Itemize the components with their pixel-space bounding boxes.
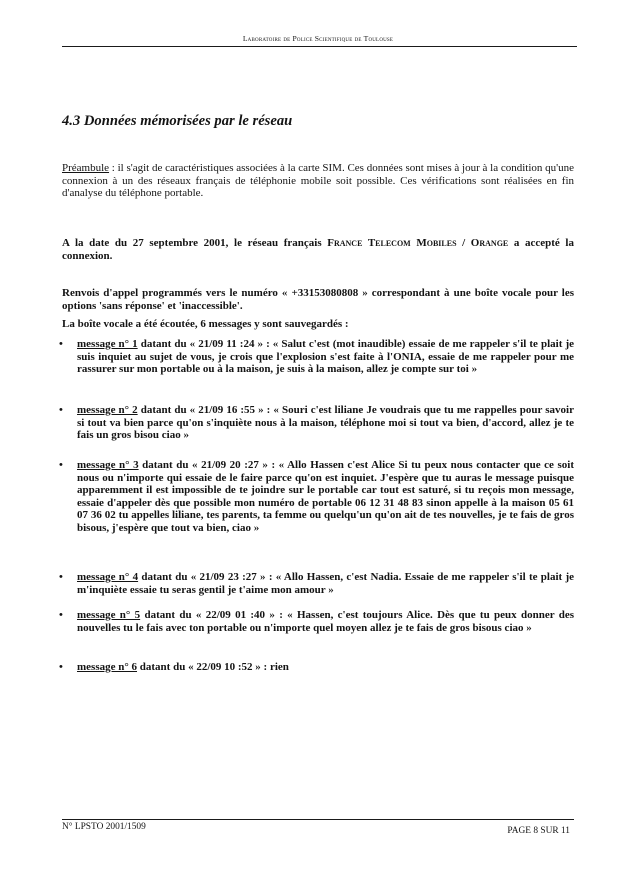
message-body: datant du « 21/09 20 :27 » : « Allo Hassen c'est Alice Si tu peux nous contacter que ce soit nous ou n'importe qui essaie de le faire parce qu'on est inquiet. J'espère que tu auras le message puisque apparemment il est impossible de te joindre sur le portable car tout est saturé, si tu reçois mon message, essaie d'appeler dès que possible mon numéro de portable 06 12 31 48 83 sinon appelle à la maison 05 61 07 36 02 tu appelles liliane, tes parents, ta femme ou quelqu'un qu'on ait de tes nouvelles, je te fais de gros bisous, j'espère que tout va bien, ciao » bbox=[77, 459, 574, 534]
message-item-3 bbox=[59, 459, 574, 535]
message-body: datant du « 21/09 23 :27 » : « Allo Hassen, c'est Nadia. Essaie de me rappeler s'il te plait je m'inquiète essaie tu seras gentil je t'aime mon amour » bbox=[77, 571, 574, 596]
bullet-icon: • bbox=[59, 571, 63, 583]
network-operator: France Telecom Mobiles / Orange bbox=[327, 237, 509, 249]
message-label: message n° 1 bbox=[77, 338, 138, 350]
network-text-before: A la date du 27 septembre 2001, le réseau français bbox=[62, 237, 328, 249]
message-body: datant du « 22/09 01 :40 » : « Hassen, c'est toujours Alice. Dès que tu peux donner des nouvelles tu le fais avec ton portable ou n'importe quel moyen allez je te fais de gros bisous ciao » bbox=[77, 609, 574, 634]
preamble-label: Préambule bbox=[62, 162, 110, 174]
voicemail-intro: La boîte vocale a été écoutée, 6 messages y sont sauvegardés : bbox=[62, 318, 349, 330]
message-body: datant du « 21/09 16 :55 » : « Souri c'est liliane Je voudrais que tu me rappelles pour savoir si tout va bien parce qu'on s'inquiète nous à la maison, téléphone moi si tout va bien, d'accord, allez je te fais un gros bisou ciao » bbox=[77, 404, 574, 442]
forwarding-paragraph: Renvois d'appel programmés vers le numéro « +33153080808 » correspondant à une boîte vocale pour les options 'sans réponse' et 'inaccessible'. bbox=[62, 287, 574, 312]
footer-page-number: PAGE 8 SUR 11 bbox=[507, 826, 570, 836]
message-body: datant du « 22/09 10 :52 » : rien bbox=[137, 661, 289, 673]
message-item-4 bbox=[59, 571, 574, 596]
message-body: datant du « 21/09 11 :24 » : « Salut c'est (mot inaudible) essaie de me rappeler s'il te plait je suis inquiet au sujet de vous, je crois que l'explosion s'est faite à l'ONIA, essaie de me rappeler pour me rassurer sur mon portable ou à la maison, je suis à la maison, allez je compte sur toi » bbox=[77, 338, 574, 376]
message-label: message n° 3 bbox=[77, 459, 139, 471]
message-item-5 bbox=[59, 609, 574, 634]
network-paragraph bbox=[62, 237, 574, 262]
bullet-icon: • bbox=[59, 609, 63, 621]
bullet-icon: • bbox=[59, 459, 63, 471]
footer-reference: N° LPSTO 2001/1509 bbox=[62, 822, 146, 832]
footer-rule bbox=[62, 819, 574, 820]
preamble-paragraph bbox=[62, 162, 574, 200]
message-item-2 bbox=[59, 404, 574, 442]
preamble-text: : il s'agit de caractéristiques associées à la carte SIM. Ces données sont mises à jour à la condition qu'une connexion à un des réseaux français de téléphonie mobile soit possible. Ces vérifications sont réalisées en fin d'analyse du téléphone portable. bbox=[62, 162, 574, 200]
message-label: message n° 4 bbox=[77, 571, 139, 583]
message-item-6 bbox=[59, 661, 574, 674]
bullet-icon: • bbox=[59, 661, 63, 673]
header-rule bbox=[62, 46, 577, 47]
bullet-icon: • bbox=[59, 404, 63, 416]
page-header-title: Laboratoire de Police Scientifique de Toulouse bbox=[242, 34, 394, 43]
message-label: message n° 2 bbox=[77, 404, 138, 416]
bullet-icon: • bbox=[59, 338, 63, 350]
message-label: message n° 5 bbox=[77, 609, 141, 621]
message-label: message n° 6 bbox=[77, 661, 138, 673]
section-heading: 4.3 Données mémorisées par le réseau bbox=[62, 113, 293, 129]
network-text-after: a accepté la connexion. bbox=[62, 237, 574, 262]
message-item-1 bbox=[59, 338, 574, 376]
